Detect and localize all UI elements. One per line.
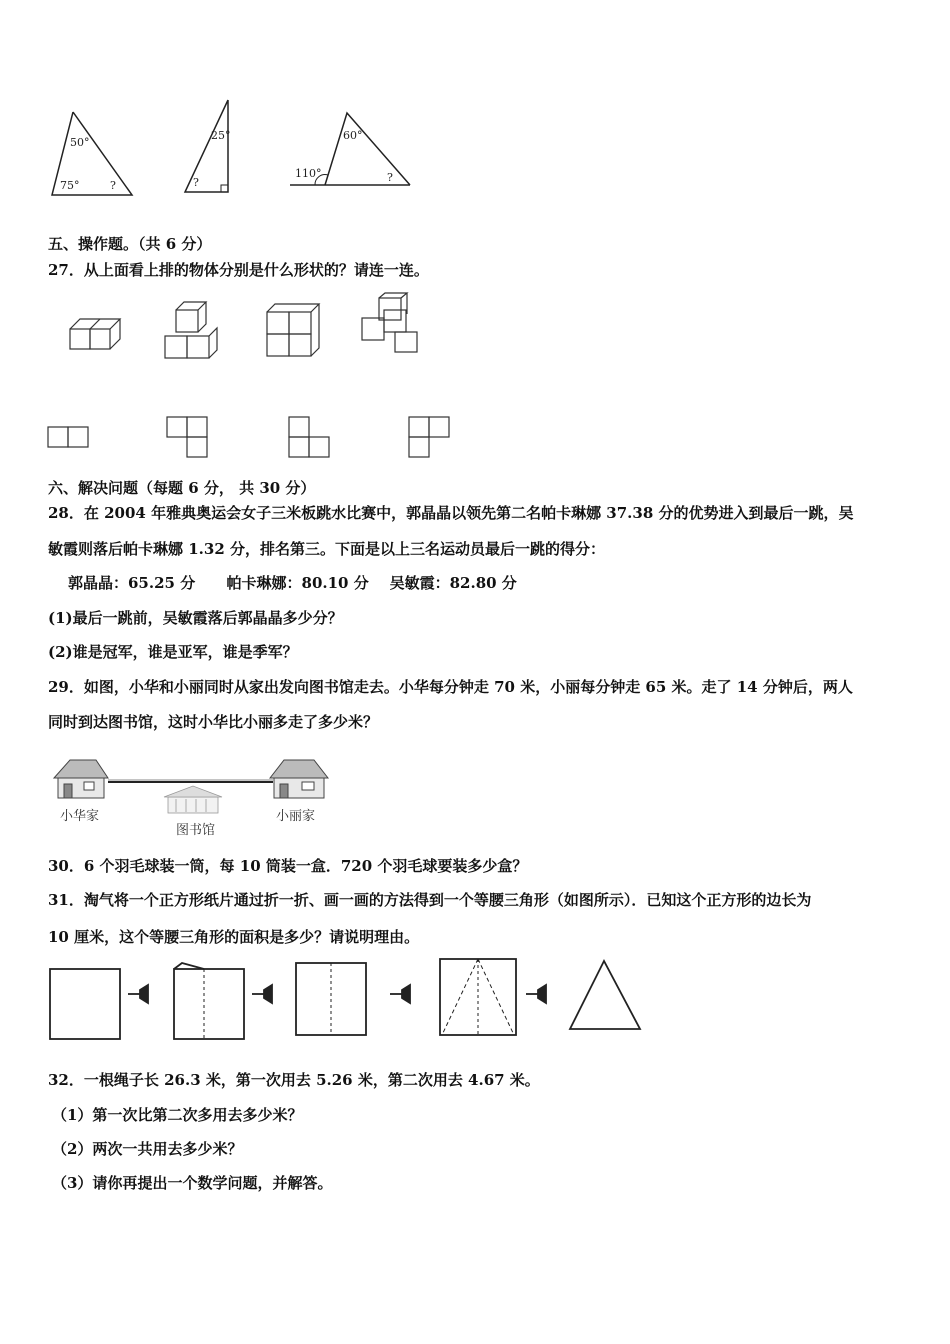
triangle-figure-1	[40, 100, 150, 200]
triangle-figure-2	[175, 95, 245, 200]
top-view-shape-2	[163, 415, 213, 460]
section-5-heading: 五、操作题。（共 6 分）	[48, 235, 212, 253]
question-31-line-2: 10 厘米，这个等腰三角形的面积是多少？请说明理由。	[48, 928, 420, 946]
triangle-3-top-angle: 60°	[343, 129, 363, 142]
question-30-text: 30．6 个羽毛球装一筒，每 10 筒装一盒．720 个羽毛球要装多少盒？	[48, 857, 528, 875]
question-32-sub-1: （1）第一次比第二次多用去多少米？	[52, 1106, 303, 1124]
triangle-2-top-angle: 25°	[211, 129, 231, 142]
question-28-sub-1: (1)最后一跳前，吴敏霞落后郭晶晶多少分？	[48, 609, 343, 627]
triangle-2-left-angle: ?	[193, 176, 199, 189]
section-6-heading: 六、解决问题（每题 6 分， 共 30 分）	[48, 479, 316, 497]
route-label-mid: 图书馆	[176, 823, 216, 838]
route-label-right: 小丽家	[276, 809, 316, 824]
triangle-1-left-angle: 75°	[60, 179, 80, 192]
triangle-3-ext-angle: 110°	[295, 167, 322, 180]
question-31-line-1: 31．淘气将一个正方形纸片通过折一折、画一画的方法得到一个等腰三角形（如图所示）．已知这个正方形的边长为	[48, 891, 812, 909]
question-32-line-1: 32．一根绳子长 26.3 米，第一次用去 5.26 米，第二次用去 4.67 米。	[48, 1071, 540, 1089]
question-28-line-1: 28．在 2004 年雅典奥运会女子三米板跳水比赛中，郭晶晶以领先第二名帕卡琳娜 37.38 分的优势进入到最后一跳，吴	[48, 504, 854, 522]
top-view-shape-3	[285, 415, 335, 460]
triangle-1-top-angle: 50°	[70, 136, 90, 149]
question-29-line-2: 同时到达图书馆，这时小华比小丽多走了多少米？	[48, 713, 379, 731]
question-32-sub-2: （2）两次一共用去多少米？	[52, 1140, 243, 1158]
cube-group-1	[65, 312, 130, 357]
triangle-figure-3	[285, 105, 415, 195]
triangle-1-right-angle: ?	[110, 179, 116, 192]
question-32-sub-3: （3）请你再提出一个数学问题，并解答。	[52, 1174, 333, 1192]
cube-group-4	[357, 292, 427, 357]
library-icon	[164, 786, 222, 813]
cube-group-2	[160, 298, 230, 363]
question-29-line-1: 29．如图，小华和小丽同时从家出发向图书馆走去。小华每分钟走 70 米，小丽每分钟走 65 米。走了 14 分钟后，两人	[48, 678, 853, 696]
question-28-line-2: 敏霞则落后帕卡琳娜 1.32 分，排名第三。下面是以上三名运动员最后一跳的得分：	[48, 540, 605, 558]
question-27-text: 27．从上面看上排的物体分别是什么形状的？请连一连。	[48, 261, 429, 279]
question-28-sub-2: (2)谁是冠军，谁是亚军，谁是季军？	[48, 643, 298, 661]
triangle-3-right-angle: ?	[387, 171, 393, 184]
question-28-scores: 郭晶晶：65.25 分 帕卡琳娜：80.10 分 吴敏霞：82.80 分	[68, 574, 517, 592]
cube-group-3	[262, 300, 327, 360]
house-icon-right	[270, 760, 328, 798]
top-view-shape-1	[46, 425, 96, 451]
route-label-left: 小华家	[60, 809, 100, 824]
house-icon-left	[54, 760, 108, 798]
top-view-shape-4	[405, 415, 455, 460]
folding-figure	[44, 955, 654, 1045]
